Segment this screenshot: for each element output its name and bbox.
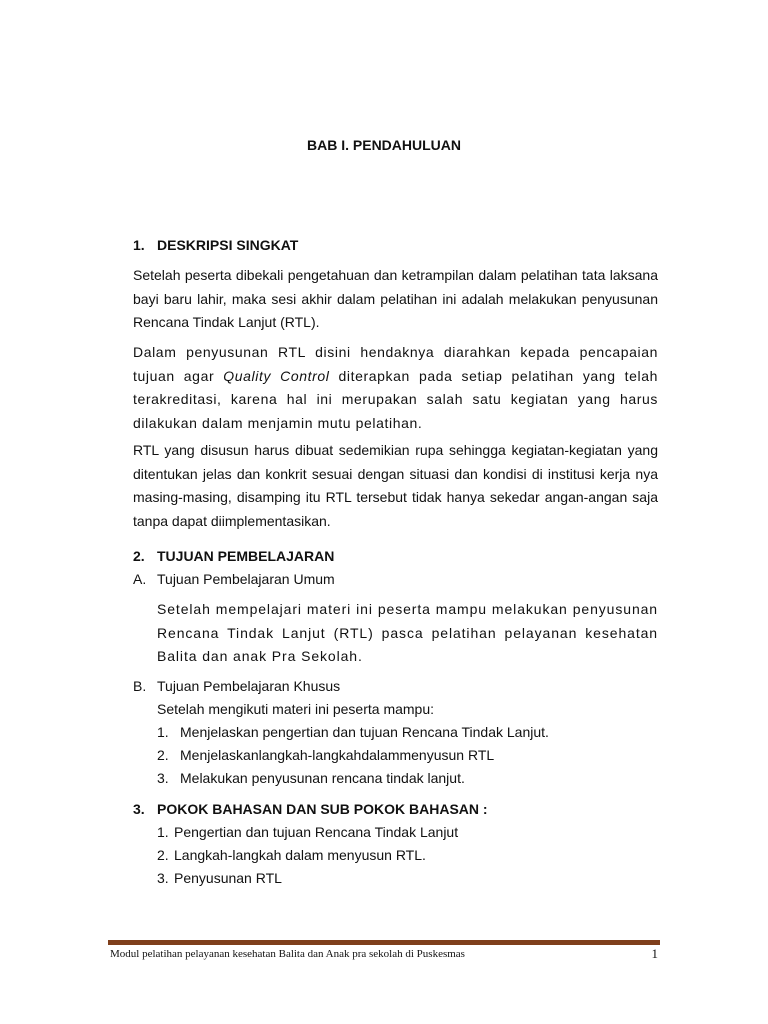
- footer-rule: [108, 940, 660, 945]
- page-number: 1: [651, 946, 658, 961]
- section1-paragraph-2: [133, 341, 658, 435]
- section2-a-label: Tujuan Pembelajaran Umum: [157, 571, 335, 587]
- quality-control-italic: Quality Control: [223, 367, 330, 384]
- list-item-number: 1.: [157, 824, 169, 840]
- section3-number: 3.: [133, 801, 145, 817]
- list-item-number: 1.: [157, 724, 169, 740]
- section1-paragraph-3: RTL yang disusun harus dibuat sedemikian rupa sehingga kegiatan-kegiatan yang ditentukan jelas dan konkrit sesuai dengan situasi dan kondisi di institusi kerja nya masing-masing, disamping itu RTL tersebut tidak hanya sekedar angan-angan saja tanpa dapat diimplementasikan.: [133, 442, 658, 529]
- footer-module-title: Modul pelatihan pelayanan kesehatan Balita dan Anak pra sekolah di Puskesmas: [110, 948, 465, 960]
- section2-a-letter: A.: [133, 571, 147, 587]
- section1-heading: DESKRIPSI SINGKAT: [157, 237, 299, 253]
- list-item: Menjelaskan pengertian dan tujuan Rencana Tindak Lanjut.: [180, 724, 549, 740]
- section2-a-text: Setelah mempelajari materi ini peserta mampu melakukan penyusunan Rencana Tindak Lanjut (RTL) pasca pelatihan pelayanan kesehatan Balita dan anak Pra Sekolah.: [157, 601, 658, 664]
- section2-b-intro: Setelah mengikuti materi ini peserta mampu:: [157, 701, 435, 717]
- section2-heading: TUJUAN PEMBELAJARAN: [157, 548, 335, 564]
- list-item: Langkah-langkah dalam menyusun RTL.: [174, 847, 426, 863]
- list-item: Menjelaskanlangkah-langkahdalammenyusun RTL: [180, 747, 495, 763]
- list-item-number: 3.: [157, 870, 169, 886]
- paragraph-2-text-after: diterapkan pada setiap pelatihan yang telah terakreditasi, karena hal ini merupakan salah satu kegiatan yang harus dilakukan dalam menjamin mutu pelatihan.: [133, 367, 659, 431]
- list-item-number: 2.: [157, 747, 169, 763]
- section3-heading: POKOK BAHASAN DAN SUB POKOK BAHASAN :: [157, 801, 488, 817]
- page-title: BAB I. PENDAHULUAN: [307, 137, 461, 153]
- list-item-number: 3.: [157, 770, 169, 786]
- section2-b-label: Tujuan Pembelajaran Khusus: [157, 678, 341, 694]
- list-item: Pengertian dan tujuan Rencana Tindak Lanjut: [174, 824, 459, 840]
- list-item: Penyusunan RTL: [174, 870, 282, 886]
- section1-number: 1.: [133, 237, 145, 253]
- paragraph-2-text-before: Dalam penyusunan RTL disini hendaknya diarahkan kepada pencapaian tujuan agar: [133, 344, 658, 384]
- section1-paragraph-1: Setelah peserta dibekali pengetahuan dan ketrampilan dalam pelatihan tata laksana bayi baru lahir, maka sesi akhir dalam pelatihan ini adalah melakukan penyusunan Rencana Tindak Lanjut (RTL).: [133, 267, 658, 330]
- list-item: Melakukan penyusunan rencana tindak lanjut.: [180, 770, 465, 786]
- list-item-number: 2.: [157, 847, 169, 863]
- section2-number: 2.: [133, 548, 145, 564]
- section2-b-letter: B.: [133, 678, 147, 694]
